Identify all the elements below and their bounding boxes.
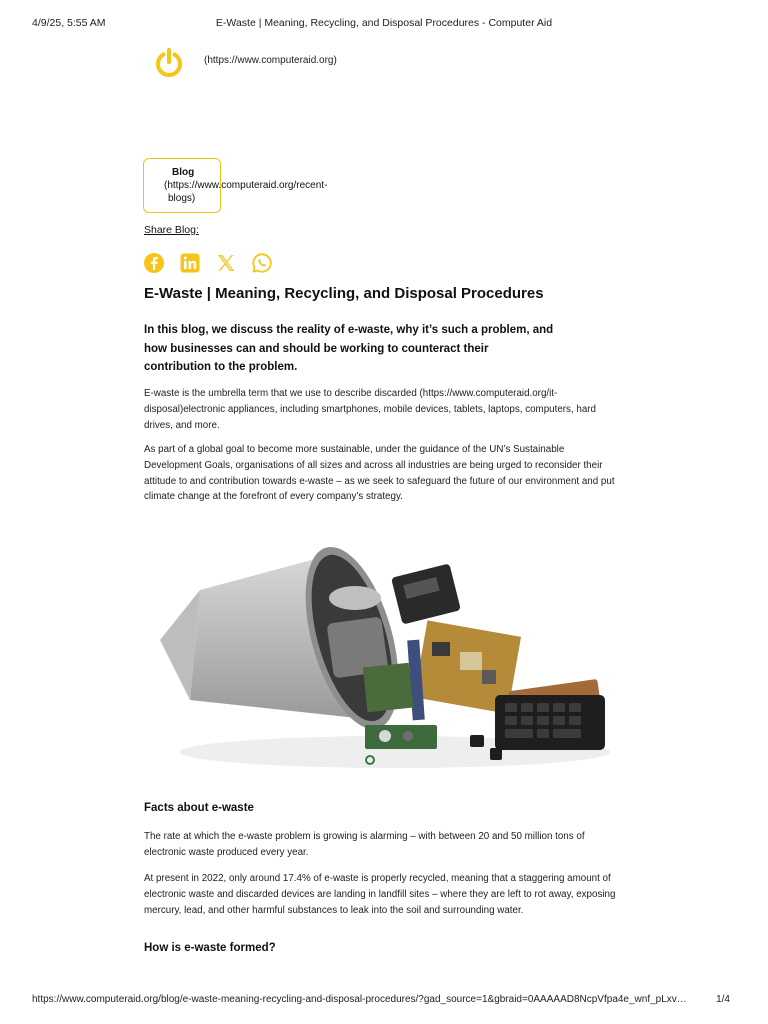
article-paragraph: The rate at which the e-waste problem is growing is alarming – with between 20 and 50 million tons of electronic waste produced every year. <box>144 831 585 858</box>
section-heading: Facts about e-waste <box>144 802 254 814</box>
power-icon[interactable] <box>153 46 185 78</box>
share-label: Share Blog: <box>144 224 199 236</box>
article-paragraph: E-waste is the umbrella term that we use to describe discarded (https://www.computeraid.org/it-disposal)electronic appliances, including smartphones, mobile devices, tablets, laptops, computers, hard drives, and more. <box>144 388 596 431</box>
breadcrumb-link-line1: (https://www.computeraid.org/recent- <box>164 180 328 191</box>
article-paragraph: As part of a global goal to become more sustainable, under the guidance of the UN’s Sustainable Development Goals, organisations of all sizes and across all industries are being urged to reconsider their attitude to and contribution towards e-waste – as we seek to safeguard the future of our environment and put climate change at the forefront of every company’s strategy. <box>144 444 615 503</box>
page-number: 1/4 <box>716 994 730 1005</box>
x-icon[interactable] <box>215 252 237 274</box>
hero-image <box>160 520 620 790</box>
print-page-title: E-Waste | Meaning, Recycling, and Disposal Procedures - Computer Aid <box>215 17 553 29</box>
article-lead: In this blog, we discuss the reality of e-waste, why it’s such a problem, and how businesses can and should be working to counteract their contribution to the problem. <box>144 324 554 373</box>
breadcrumb[interactable] <box>156 166 356 205</box>
linkedin-icon[interactable] <box>179 252 201 274</box>
print-url: https://www.computeraid.org/blog/e-waste-meaning-recycling-and-disposal-procedures/?gad_source=1&gbraid=0AAAAAD8NcpVfpa4e_wnf_pLxv… <box>32 994 687 1005</box>
facebook-icon[interactable] <box>143 252 165 274</box>
print-footer <box>32 994 736 1008</box>
print-header <box>32 17 736 31</box>
breadcrumb-label: Blog <box>172 167 195 178</box>
breadcrumb-link-line2: blogs) <box>168 193 196 204</box>
section-heading: How is e-waste formed? <box>144 942 276 954</box>
article-paragraph: At present in 2022, only around 17.4% of e-waste is properly recycled, meaning that a staggering amount of electronic waste and discarded devices are landing in landfill sites – where they are left to rot away, exposing mercury, lead, and other harmful substances to leak into the soil and surrounding water. <box>144 873 616 916</box>
print-datetime: 4/9/25, 5:55 AM <box>32 17 106 29</box>
logo-link[interactable]: (https://www.computeraid.org) <box>204 55 337 66</box>
whatsapp-icon[interactable] <box>251 252 273 274</box>
article-title: E-Waste | Meaning, Recycling, and Disposal Procedures <box>144 285 544 302</box>
